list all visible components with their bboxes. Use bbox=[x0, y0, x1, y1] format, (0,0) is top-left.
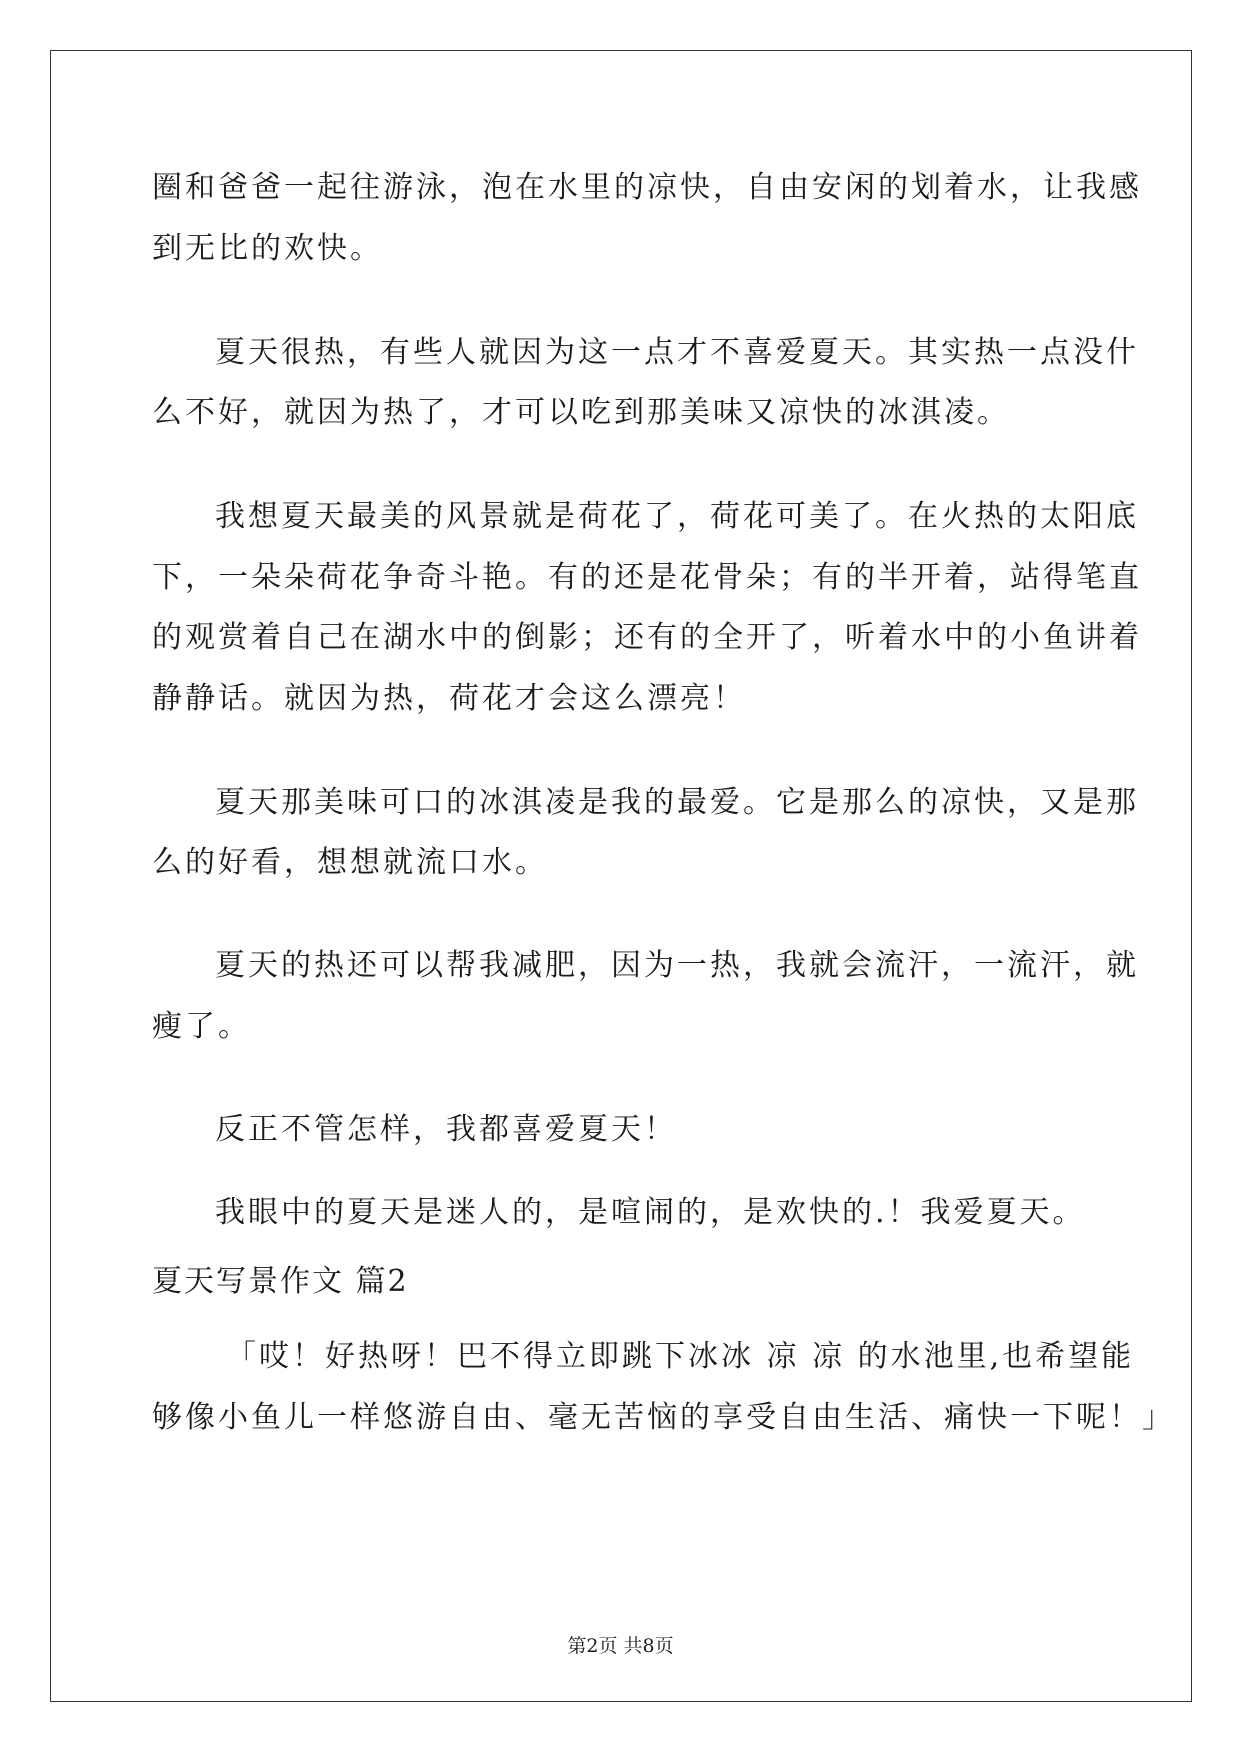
paragraph-start-line: 夏天很热，有些人就因为这一点才不喜爱夏天。其实热一点没什 bbox=[215, 335, 1139, 370]
text-line: 够像小鱼儿一样悠游自由、毫无苦恼的享受自由生活、痛快一下呢！」 bbox=[152, 1400, 1175, 1435]
paragraph-start-line: 夏天那美味可口的冰淇凌是我的最爱。它是那么的凉快，又是那 bbox=[215, 785, 1139, 820]
text-line: 的观赏着自己在湖水中的倒影；还有的全开了，听着水中的小鱼讲着 bbox=[152, 620, 1142, 655]
paragraph-start-line: 夏天的热还可以帮我减肥，因为一热，我就会流汗，一流汗，就 bbox=[215, 948, 1139, 983]
section-heading: 夏天写景作文 篇2 bbox=[152, 1264, 409, 1299]
page-number-footer: 第2页 共8页 bbox=[567, 1635, 674, 1657]
text-line: 下，一朵朵荷花争奇斗艳。有的还是花骨朵；有的半开着，站得笔直 bbox=[152, 560, 1142, 595]
text-line: 到无比的欢快。 bbox=[152, 231, 383, 266]
text-line: 静静话。就因为热，荷花才会这么漂亮！ bbox=[152, 681, 746, 716]
text-line: 瘦了。 bbox=[152, 1009, 251, 1044]
text-line: 么不好，就因为热了，才可以吃到那美味又凉快的冰淇凌。 bbox=[152, 395, 1010, 430]
text-line: 么的好看，想想就流口水。 bbox=[152, 845, 548, 880]
paragraph-start-line: 我想夏天最美的风景就是荷花了，荷花可美了。在火热的太阳底 bbox=[215, 499, 1139, 534]
text-line: 圈和爸爸一起往游泳，泡在水里的凉快，自由安闲的划着水，让我感 bbox=[152, 170, 1142, 205]
paragraph-start-line: 我眼中的夏天是迷人的，是喧闹的，是欢快的.！我爱夏天。 bbox=[215, 1195, 1086, 1230]
paragraph-start-line: 「哎！好热呀！巴不得立即跳下冰冰 凉 凉 的水池里,也希望能 bbox=[226, 1339, 1135, 1374]
paragraph-start-line: 反正不管怎样，我都喜爱夏天！ bbox=[215, 1112, 677, 1147]
